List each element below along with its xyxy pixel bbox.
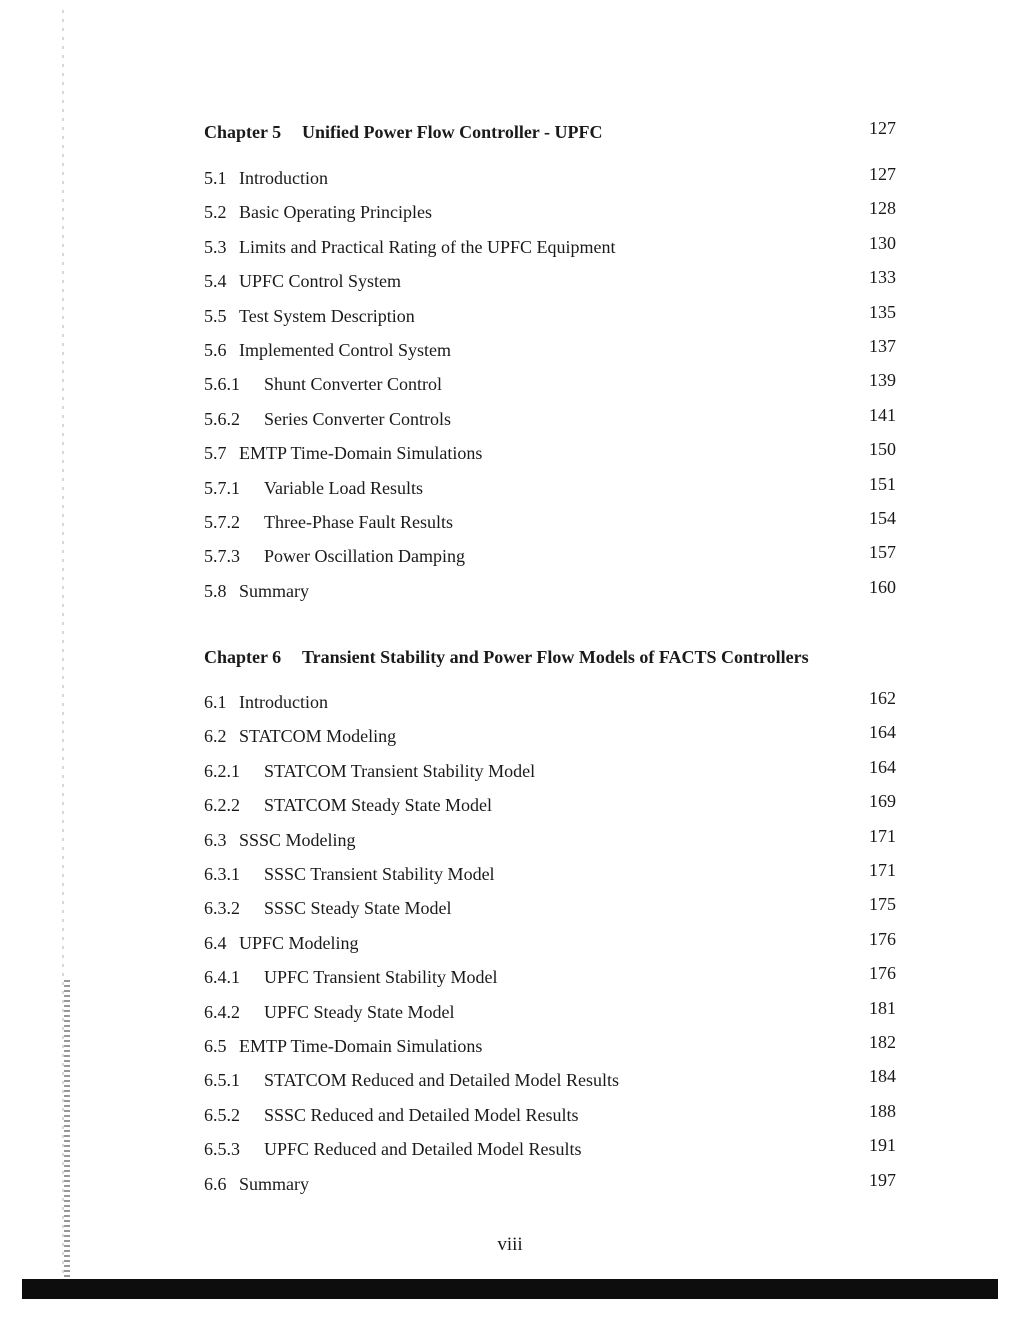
toc-entry-title: STATCOM Reduced and Detailed Model Results [264, 1070, 620, 1091]
toc-entry-page-number: 181 [869, 997, 896, 1018]
chapter-heading [204, 644, 900, 670]
toc-entry [204, 792, 900, 818]
toc-entry-number: 5.3 [204, 236, 227, 257]
toc-entry [204, 337, 900, 363]
toc-entry-number: 5.6.2 [204, 408, 240, 429]
chapter-title: Transient Stability and Power Flow Models of FACTS Controllers [302, 647, 809, 667]
toc-entry-number: 6.5.3 [204, 1139, 240, 1160]
toc-entry-page-number: 157 [869, 542, 896, 563]
toc-entry-page-number: 130 [869, 232, 896, 253]
toc-entry [204, 861, 900, 887]
toc-entry-number: 5.7.3 [204, 546, 240, 567]
toc-entry-page-number: 141 [869, 404, 896, 425]
toc-entry [204, 689, 900, 715]
toc-entry-number: 6.3.1 [204, 864, 240, 884]
toc-entry [204, 199, 900, 225]
toc-entry-number: 6.5.2 [204, 1104, 240, 1125]
toc-entry-number: 6.4.1 [204, 967, 240, 988]
toc-entry-number: 6.5 [204, 1036, 227, 1056]
chapter-number: Chapter 5 [204, 122, 282, 142]
chapter-number: Chapter 6 [204, 647, 282, 667]
toc-entry [204, 165, 900, 191]
toc-entry [204, 964, 900, 990]
toc-entry-title: SSSC Modeling [239, 829, 356, 850]
toc-entry [204, 440, 900, 466]
toc-entry-page-number: 160 [869, 576, 896, 597]
toc-entry-page-number: 137 [869, 336, 896, 356]
toc-entry-title: SSSC Steady State Model [264, 898, 452, 919]
toc-entry-number: 5.7.2 [204, 512, 240, 532]
toc-entry [204, 268, 900, 294]
toc-entry-page-number: 171 [869, 860, 896, 880]
toc-entry-title: UPFC Control System [239, 271, 402, 292]
toc-entry-title: Summary [239, 1173, 309, 1194]
toc-entry-page-number: 169 [869, 791, 896, 812]
toc-entry-number: 6.3.2 [204, 898, 240, 919]
toc-entry-page-number: 197 [869, 1169, 896, 1190]
toc-entry-number: 6.5.1 [204, 1070, 240, 1091]
toc-entry-title: Basic Operating Principles [239, 202, 432, 223]
toc-entry [204, 406, 900, 432]
toc-entry-title: UPFC Steady State Model [264, 1001, 455, 1022]
toc-entry-page-number: 150 [869, 439, 896, 460]
toc-entry-number: 6.2.2 [204, 795, 240, 816]
toc-entry-title: Introduction [239, 168, 328, 188]
toc-entry-page-number: 154 [869, 508, 896, 528]
toc-entry-title: Implemented Control System [239, 340, 451, 360]
toc-entry-title: EMTP Time-Domain Simulations [239, 443, 483, 464]
toc-entry-title: STATCOM Transient Stability Model [264, 760, 536, 781]
toc-entry-number: 6.3 [204, 829, 227, 850]
toc-entry [204, 1033, 900, 1059]
toc-entry [204, 999, 900, 1025]
toc-entry-title: UPFC Reduced and Detailed Model Results [264, 1139, 582, 1160]
toc-entry-page-number: 133 [869, 267, 896, 288]
toc-entry-title: Three-Phase Fault Results [264, 512, 453, 532]
toc-entry [204, 758, 900, 784]
toc-entry-page-number: 184 [869, 1066, 896, 1087]
toc-entry [204, 509, 900, 535]
toc-entry-page-number: 162 [869, 688, 896, 708]
toc-entry-page-number: 151 [869, 473, 896, 494]
toc-entry-number: 5.7 [204, 443, 227, 464]
toc-entry-number: 5.1 [204, 168, 227, 188]
toc-entry-number: 5.2 [204, 202, 227, 223]
toc-entry-title: UPFC Modeling [239, 932, 359, 953]
toc-entry [204, 723, 900, 749]
toc-entry-page-number: 191 [869, 1135, 896, 1156]
toc-entry-number: 5.6.1 [204, 374, 240, 395]
toc-entry-title: Summary [239, 580, 309, 601]
toc-entry-title: STATCOM Modeling [239, 726, 397, 747]
toc-entry-title: UPFC Transient Stability Model [264, 967, 498, 988]
toc-entry [204, 578, 900, 604]
toc-entry-title: Introduction [239, 692, 328, 712]
toc-entry-title: STATCOM Steady State Model [264, 795, 493, 816]
toc-entry-number: 6.6 [204, 1173, 227, 1194]
toc-entry-title: Limits and Practical Rating of the UPFC Equipment [239, 236, 616, 257]
toc-entry-number: 5.6 [204, 340, 227, 360]
toc-entry-number: 6.1 [204, 692, 227, 712]
toc-entry-title: Power Oscillation Damping [264, 546, 465, 567]
toc-entry-page-number: 171 [869, 825, 896, 846]
toc-entry-page-number: 182 [869, 1032, 896, 1052]
toc-entry-page-number: 128 [869, 198, 896, 219]
toc-entry [204, 895, 900, 921]
scan-bottom-bar [22, 1279, 998, 1299]
toc-entry-page-number: 135 [869, 301, 896, 322]
toc-entry-number: 5.8 [204, 580, 227, 601]
toc-entry-number: 5.7.1 [204, 477, 240, 498]
toc-entry [204, 1102, 900, 1128]
toc-entry-number: 6.2.1 [204, 760, 240, 781]
toc-entry-title: Shunt Converter Control [264, 374, 442, 395]
chapter-title: Unified Power Flow Controller - UPFC [302, 122, 603, 142]
toc-entry-page-number: 176 [869, 963, 896, 984]
toc-entry-page-number: 164 [869, 722, 896, 743]
toc-entry [204, 543, 900, 569]
toc-entry-page-number: 139 [869, 370, 896, 391]
toc-entry-page-number: 127 [869, 164, 896, 184]
toc-entry [204, 234, 900, 260]
toc-entry [204, 475, 900, 501]
toc-entry [204, 1067, 900, 1093]
toc-entry-page-number: 188 [869, 1100, 896, 1121]
toc-entry-title: Series Converter Controls [264, 408, 451, 429]
toc-entry-page-number: 176 [869, 928, 896, 949]
toc-entry-number: 5.4 [204, 271, 227, 292]
toc-entry-number: 5.5 [204, 305, 227, 326]
toc-entry-title: Variable Load Results [264, 477, 423, 498]
toc-entry-number: 6.4 [204, 932, 227, 953]
toc-entry-number: 6.2 [204, 726, 227, 747]
toc-entry-title: SSSC Reduced and Detailed Model Results [264, 1104, 579, 1125]
toc-entry-title: Test System Description [239, 305, 415, 326]
chapter-page-number: 127 [869, 118, 896, 138]
toc-entry-page-number: 164 [869, 756, 896, 777]
page-number: viii [497, 1234, 523, 1255]
toc-entry [204, 1136, 900, 1162]
toc-entry [204, 1171, 900, 1197]
toc-entry [204, 827, 900, 853]
toc-entry [204, 930, 900, 956]
toc-entry-page-number: 175 [869, 894, 896, 915]
toc-entry-title: EMTP Time-Domain Simulations [239, 1036, 483, 1056]
toc-entry-title: SSSC Transient Stability Model [264, 864, 495, 884]
toc-entry [204, 303, 900, 329]
toc-entry-number: 6.4.2 [204, 1001, 240, 1022]
toc-entry [204, 371, 900, 397]
chapter-heading [204, 119, 900, 145]
